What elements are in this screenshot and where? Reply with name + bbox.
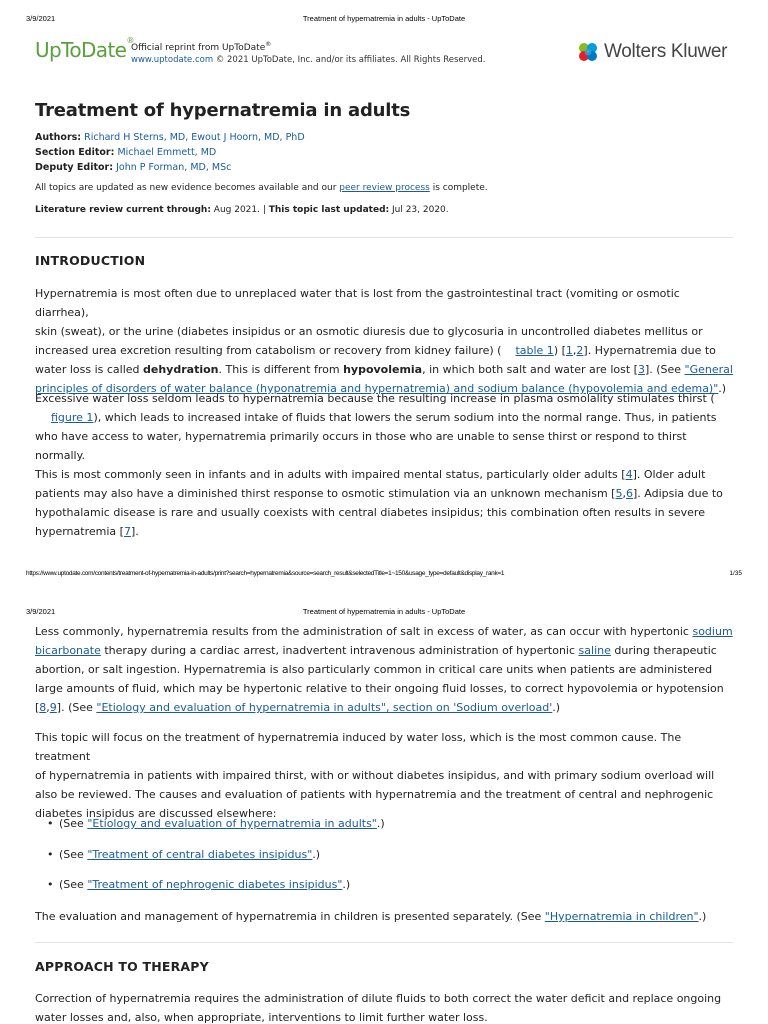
bullet-icon: • — [47, 848, 54, 861]
topic-link-central-di[interactable]: "Treatment of central diabetes insipidus" — [87, 848, 313, 861]
print-title: Treatment of hypernatremia in adults - UpToDate — [302, 14, 466, 23]
print-url: https://www.uptodate.com/contents/treatment-of-hypernatremia-in-adults/print?search=hypernatremia&source=search_result&selectedTitle=1~150&usage_type=default&display_rank=1 — [26, 570, 505, 577]
update-note: All topics are updated as new evidence becomes available and our peer review process is complete. — [35, 183, 488, 193]
section-editor[interactable]: Michael Emmett, MD — [117, 147, 217, 158]
review-dates: Literature review current through: Aug 2021. | This topic last updated: Jul 23, 2020. — [35, 205, 449, 215]
peer-review-link[interactable]: peer review process — [339, 183, 430, 193]
wolters-kluwer-logo[interactable] — [576, 40, 727, 64]
approach-paragraph-1: Correction of hypernatremia requires the administration of dilute fluids to both correct the water deficit and replace ongoing water losses and, also, when appropriate, interventions to limit further water loss. — [35, 992, 722, 1024]
divider — [35, 237, 733, 238]
ref-link[interactable]: 2 — [576, 344, 584, 357]
intro-paragraph-1: Hypernatremia is most often due to unreplaced water that is lost from the gastrointestinal tract (vomiting or osmotic diarrhea), skin (sweat), or the urine (diabetes insipidus or an osmotic diuresis due to glycosuria in uncontrolled diabetes mellitus or increased urea excretion resulting from catabolism or recovery from kidney failure) ( table 1) [1,2]. Hypernatremia due to water loss is called dehydration. This is different from hypovolemia, in which both salt and water are lost [3]. (See "General principles of disorders of water balance (hyponatremia and hypernatremia) and sodium balance (hypovolemia and edema)".) — [35, 287, 733, 395]
ref-link[interactable]: 8 — [39, 701, 47, 714]
drug-link-bicarbonate[interactable]: bicarbonate — [35, 644, 101, 657]
list-item: • (See "Etiology and evaluation of hypernatremia in adults".) — [47, 817, 385, 830]
reprint-notice: Official reprint from UpToDate® — [131, 41, 272, 53]
section-heading-introduction: INTRODUCTION — [35, 253, 146, 268]
ref-link[interactable]: 1 — [565, 344, 573, 357]
topic-link-water-balance-cont[interactable]: principles of disorders of water balance (hyponatremia and hypernatremia) and sodium balance (hypovolemia and edema)" — [35, 382, 719, 395]
table-1-link[interactable]: table 1 — [515, 344, 554, 357]
intro-paragraph-3: Less commonly, hypernatremia results from the administration of salt in excess of water, as can occur with hypertonic sodium bicarbonate therapy during a cardiac arrest, inadvertent intravenous administration of hypertonic saline during therapeutic abortion, or salt ingestion. Hypernatremia is also particularly common in critical care units when patients are administered large amounts of fluid, which may be hypertonic relative to their ongoing fluid losses, to correct hypovolemia or hypotension [8,9]. (See "Etiology and evaluation of hypernatremia in adults", section on 'Sodium overload'.) — [35, 625, 733, 714]
bullet-icon: • — [47, 817, 54, 830]
topic-link-etiology[interactable]: "Etiology and evaluation of hypernatremia in adults" — [87, 817, 377, 830]
ref-link[interactable]: 4 — [625, 468, 633, 481]
topic-link-nephrogenic-di[interactable]: "Treatment of nephrogenic diabetes insipidus" — [87, 878, 343, 891]
intro-paragraph-2: Excessive water loss seldom leads to hypernatremia because the resulting increase in plasma osmolality stimulates thirst ( figure 1), which leads to increased intake of fluids that lowers the serum sodium into the normal range. Thus, in patients who have access to water, hypernatremia primarily occurs in those who are unable to sense thirst or respond to thirst normally. This is most commonly seen in infants and in adults with impaired mental status, particularly older adults [4]. Older adult patients may also have a diminished thirst response to osmotic stimulation via an unknown mechanism [5,6]. Adipsia due to hypothalamic disease is rare and usually coexists with central diabetes insipidus; this combination often results in severe hypernatremia [7]. — [35, 392, 723, 538]
deputy-editor[interactable]: John P Forman, MD, MSc — [116, 162, 232, 173]
page-title: Treatment of hypernatremia in adults — [35, 100, 411, 121]
copyright-line: www.uptodate.com © 2021 UpToDate, Inc. and/or its affiliates. All Rights Reserved. — [131, 55, 486, 65]
authors-line: Authors: Richard H Sterns, MD, Ewout J Hoorn, MD, PhD — [35, 132, 305, 143]
authors[interactable]: Richard H Sterns, MD, Ewout J Hoorn, MD, PhD — [84, 132, 305, 143]
ref-link[interactable]: 5 — [615, 487, 623, 500]
topic-link-water-balance[interactable]: "General — [684, 363, 733, 376]
intro-paragraph-4: This topic will focus on the treatment of hypernatremia induced by water loss, which is the most common cause. The treatment of hypernatremia in patients with impaired thirst, with or without diabetes insipidus, and with primary sodium overload will also be reviewed. The causes and evaluation of patients with hypernatremia and the treatment of central and nephrogenic diabetes insipidus are discussed elsewhere: — [35, 731, 715, 820]
divider — [35, 942, 733, 943]
drug-link-saline[interactable]: saline — [578, 644, 611, 657]
ref-link[interactable]: 7 — [123, 525, 131, 538]
topic-link-children[interactable]: "Hypernatremia in children" — [544, 910, 699, 923]
intro-paragraph-5: The evaluation and management of hypernatremia in children is presented separately. (See "Hypernatremia in children".) — [35, 910, 707, 923]
wolters-kluwer-logo-icon — [576, 40, 600, 64]
ref-link[interactable]: 6 — [625, 487, 633, 500]
ref-link[interactable]: 3 — [637, 363, 645, 376]
figure-1-link[interactable]: figure 1 — [51, 411, 94, 424]
list-item: • (See "Treatment of nephrogenic diabetes insipidus".) — [47, 878, 351, 891]
deputy-editor-line: Deputy Editor: John P Forman, MD, MSc — [35, 162, 232, 173]
publisher-name: Wolters Kluwer — [604, 41, 728, 62]
drug-link-sodium[interactable]: sodium — [692, 625, 733, 638]
topic-link-sodium-overload[interactable]: "Etiology and evaluation of hypernatremia in adults", section on 'Sodium overload' — [96, 701, 553, 714]
list-item: • (See "Treatment of central diabetes insipidus".) — [47, 848, 321, 861]
bullet-icon: • — [47, 878, 54, 891]
page-number: 1/35 — [729, 570, 742, 577]
section-heading-approach: APPROACH TO THERAPY — [35, 959, 209, 974]
site-link[interactable]: www.uptodate.com — [131, 55, 214, 65]
ref-link[interactable]: 9 — [49, 701, 57, 714]
print-date: 3/9/2021 — [26, 14, 56, 23]
uptodate-logo[interactable]: UpToDate® — [35, 36, 134, 62]
section-editor-line: Section Editor: Michael Emmett, MD — [35, 147, 217, 158]
